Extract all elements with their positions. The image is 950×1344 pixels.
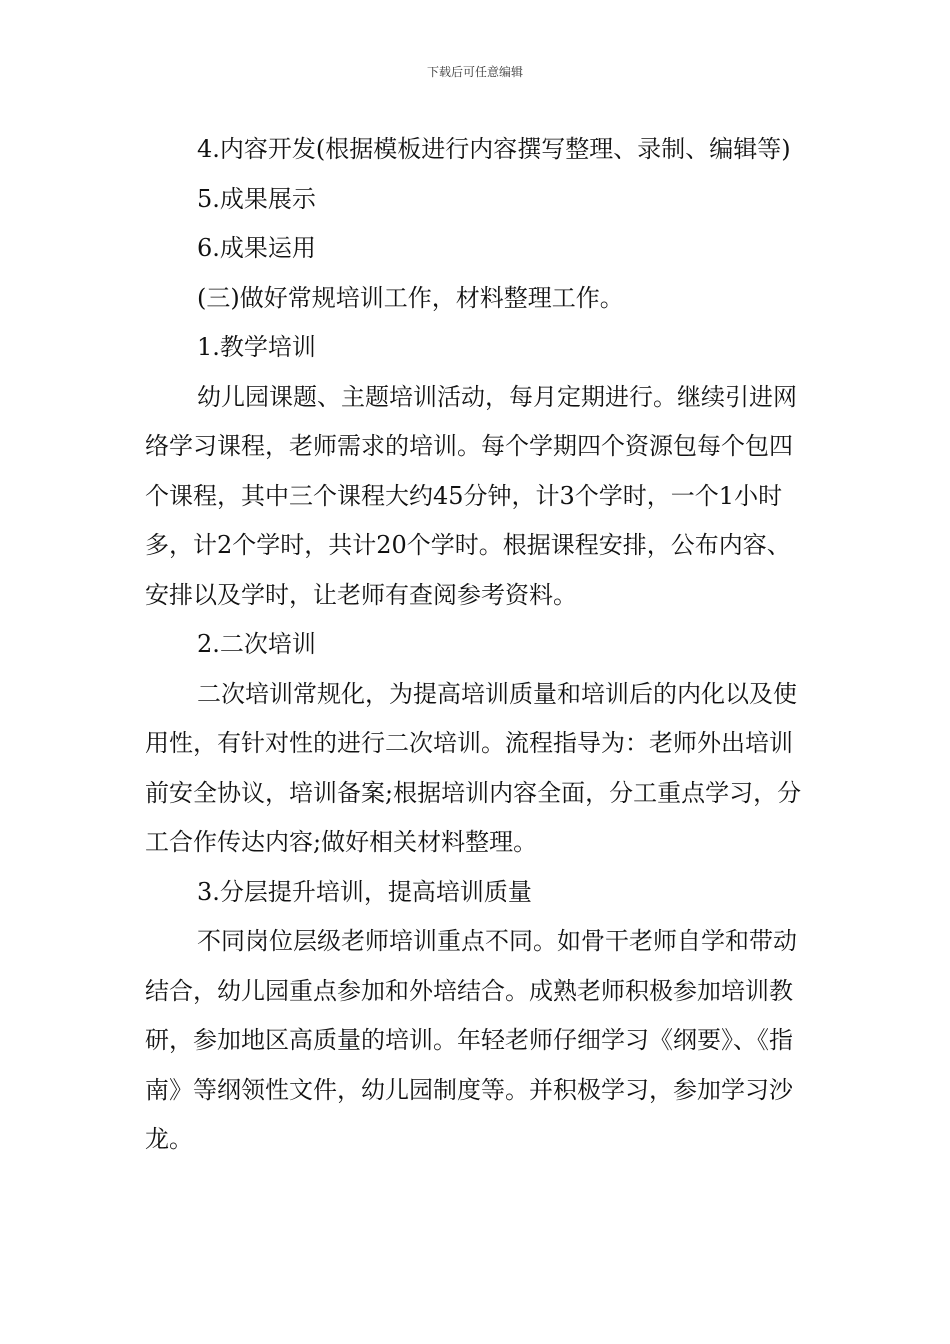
paragraph-results-application: 6.成果运用: [197, 234, 316, 262]
paragraph-teaching-training: 幼儿园课题、主题培训活动，每月定期进行。继续引进网络学习课程，老师需求的培训。每个学期四个资源包每个包四个课程，其中三个课程大约45分钟，计3个学时，一个1小时多，计2个学时，共计20个学时。根据课程安排，公布内容、安排以及学时，让老师有查阅参考资料。: [145, 382, 797, 609]
subheading-tiered-training: 3.分层提升培训，提高培训质量: [197, 877, 532, 906]
document-body: [145, 125, 810, 1165]
paragraph-results-display: 5.成果展示: [197, 184, 316, 213]
subheading-teaching-training: 1.教学培训: [197, 333, 316, 361]
subheading-secondary-training: 2.二次培训: [197, 630, 316, 658]
paragraph-secondary-training: 二次培训常规化，为提高培训质量和培训后的内化以及使用性，有针对性的进行二次培训。流程指导为：老师外出培训前安全协议，培训备案;根据培训内容全面，分工重点学习，分工合作传达内容;做好相关材料整理。: [145, 679, 802, 856]
paragraph-tiered-training: 不同岗位层级老师培训重点不同。如骨干老师自学和带动结合，幼儿园重点参加和外培结合。成熟老师积极参加培训教研，参加地区高质量的培训。年轻老师仔细学习《纲要》、《指南》等纲领性文件，幼儿园制度等。并积极学习，参加学习沙龙。: [145, 927, 797, 1153]
section-heading-routine-training: (三)做好常规培训工作，材料整理工作。: [197, 283, 624, 312]
page-header-note: 下载后可任意编辑: [426, 65, 523, 79]
paragraph-content-development: 4.内容开发(根据模板进行内容撰写整理、录制、编辑等): [197, 135, 791, 163]
